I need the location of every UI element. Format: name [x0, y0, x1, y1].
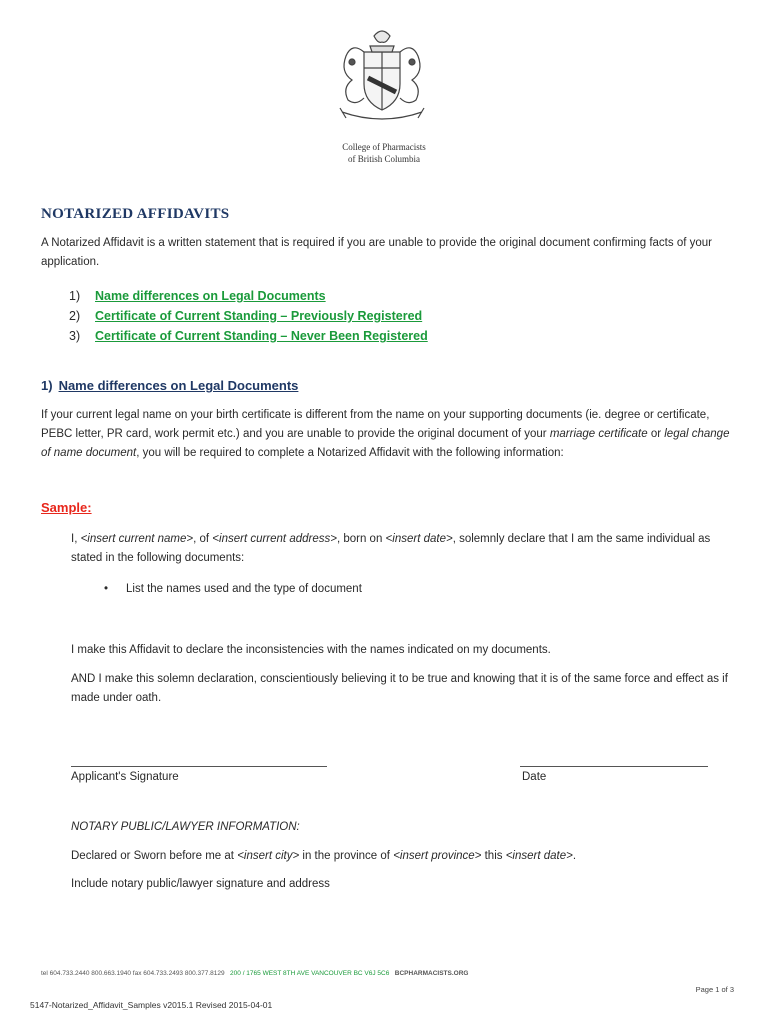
solemn-declaration: AND I make this solemn declaration, conscientiously believing it to be true and knowing that it is of the same force and effect as if made under oath. [71, 673, 728, 704]
page-title: NOTARIZED AFFIDAVITS [41, 206, 230, 222]
footer-website: BCPHARMACISTS.ORG [394, 970, 469, 977]
college-name-line1: College of Pharmacists [342, 142, 426, 152]
applicant-signature-line [71, 766, 327, 767]
section-body [41, 406, 731, 463]
section-title: Name differences on Legal Documents [58, 378, 299, 393]
sample-text: , of [193, 533, 213, 545]
date-label: Date [522, 771, 547, 783]
notary-text: Declared or Sworn before me at [71, 850, 238, 862]
toc-number: 1) [69, 289, 81, 303]
college-name-line2: of British Columbia [348, 154, 420, 164]
placeholder-date: <insert date> [385, 533, 453, 545]
notary-text: . [572, 850, 577, 862]
bullet-icon: • [104, 583, 109, 595]
placeholder-date: <insert date> [505, 850, 573, 862]
placeholder-city: <insert city> [237, 850, 300, 862]
body-emphasis: marriage certificate [549, 428, 648, 440]
toc-item [69, 326, 428, 346]
college-crest-logo [312, 22, 452, 130]
toc-link-previously-registered[interactable]: Certificate of Current Standing – Previously Registered [95, 309, 423, 323]
date-line [520, 766, 708, 767]
placeholder-address: <insert current address> [212, 533, 337, 545]
toc-item [69, 306, 428, 326]
toc-link-never-registered[interactable]: Certificate of Current Standing – Never Been Registered [95, 329, 428, 343]
applicant-signature-label: Applicant's Signature [71, 771, 179, 783]
affidavit-purpose: I make this Affidavit to declare the inconsistencies with the names indicated on my documents. [71, 644, 551, 656]
bullet-text: List the names used and the type of document [126, 583, 362, 595]
placeholder-name: <insert current name> [80, 533, 194, 545]
sample-text: , born on [336, 533, 386, 545]
footer-phone-fax: tel 604.733.2440 800.663.1940 fax 604.733.2493 800.377.8129 [41, 970, 225, 977]
sample-text: I, [71, 533, 81, 545]
sample-text: , solemnly declare that I am the same individual as stated in the following documents: [71, 533, 711, 564]
toc-number: 3) [69, 329, 81, 343]
section-heading [41, 378, 298, 393]
body-text: If your current legal name on your birth certificate is different from the name on your supporting documents (ie. degree or certificate, PEBC letter, PR card, work permit etc.) and you are unable to provide the original document of your [41, 409, 710, 440]
body-text: , you will be required to complete a Notarized Affidavit with the following information: [136, 447, 564, 459]
toc-link-name-differences[interactable]: Name differences on Legal Documents [95, 289, 326, 303]
toc-item [69, 286, 428, 306]
body-emphasis: legal change of name document [41, 428, 730, 459]
revision-info: 5147-Notarized_Affidavit_Samples v2015.1 Revised 2015-04-01 [30, 1000, 273, 1010]
toc-number: 2) [69, 309, 81, 323]
body-text: or [647, 428, 665, 440]
sample-declaration [71, 530, 731, 568]
section-number: 1) [41, 378, 53, 393]
notary-sworn-line [71, 850, 576, 862]
notary-heading: NOTARY PUBLIC/LAWYER INFORMATION: [71, 821, 300, 833]
notary-text: this [481, 850, 506, 862]
footer-address: 200 / 1765 WEST 8TH AVE VANCOUVER BC V6J 5C6 [230, 970, 390, 977]
placeholder-province: <insert province> [393, 850, 482, 862]
notary-text: in the province of [299, 850, 394, 862]
sample-label: Sample: [41, 500, 92, 515]
intro-paragraph: A Notarized Affidavit is a written statement that is required if you are unable to provide the original document confirming facts of your application. [41, 237, 712, 268]
page-number: Page 1 of 3 [695, 985, 734, 994]
notary-instruction: Include notary public/lawyer signature and address [71, 878, 330, 890]
bullet-item [104, 583, 362, 595]
table-of-contents [69, 286, 428, 346]
footer-contact [41, 970, 468, 977]
